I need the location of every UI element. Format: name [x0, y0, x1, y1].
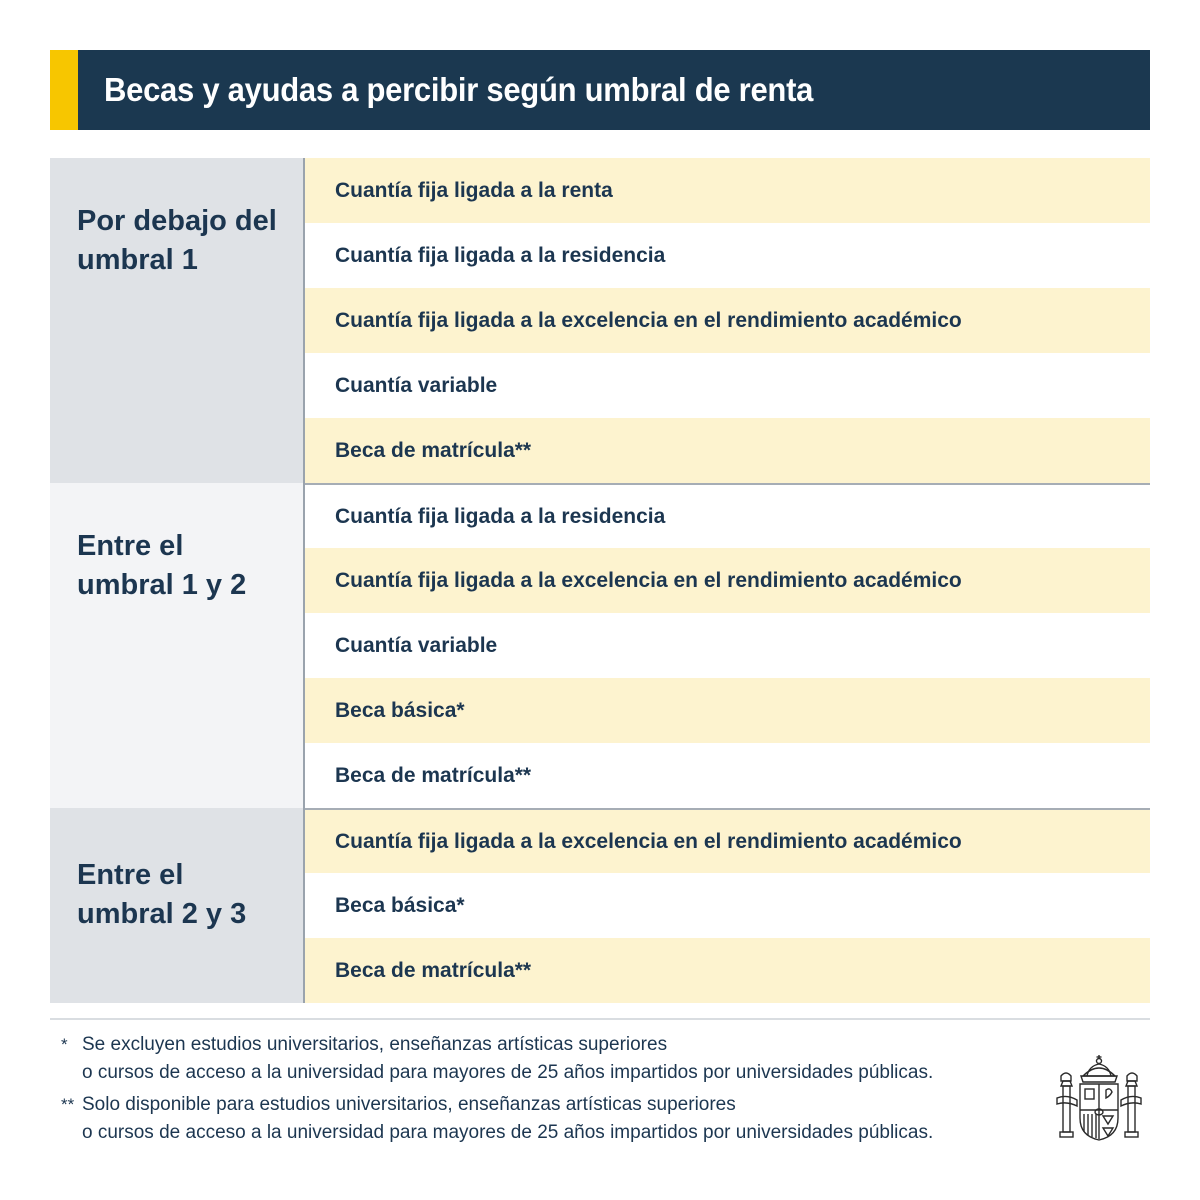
- group-label-line: umbral 2 y 3: [77, 898, 247, 930]
- threshold-group-1: [50, 158, 1150, 483]
- group-label: [50, 483, 305, 808]
- group-items: [305, 158, 1150, 483]
- page-header: [50, 50, 1150, 130]
- footnotes: [50, 1031, 1010, 1151]
- threshold-group-2: [50, 483, 1150, 808]
- group-label: [50, 158, 305, 483]
- footnote: [50, 1091, 1010, 1147]
- footnote-line: Se excluyen estudios universitarios, enseñanzas artísticas superiores: [82, 1034, 668, 1055]
- footnote-line: Solo disponible para estudios universitarios, enseñanzas artísticas superiores: [82, 1094, 736, 1115]
- footnote-line: o cursos de acceso a la universidad para mayores de 25 años impartidos por universidades públicas.: [82, 1122, 934, 1143]
- footnote-line: o cursos de acceso a la universidad para mayores de 25 años impartidos por universidades públicas.: [82, 1062, 934, 1083]
- table-row: Cuantía fija ligada a la renta: [305, 158, 1150, 223]
- table-row: Cuantía fija ligada a la excelencia en el rendimiento académico: [305, 288, 1150, 353]
- table-row: Cuantía variable: [335, 633, 498, 657]
- footnote-mark: **: [61, 1095, 75, 1114]
- footnote: [50, 1031, 1010, 1087]
- group-label-line: Por debajo del: [77, 205, 277, 237]
- table-row: Beca de matrícula**: [305, 418, 1150, 483]
- table-row: Beca de matrícula**: [305, 938, 1150, 1003]
- spain-coat-of-arms-icon: [1055, 1052, 1143, 1147]
- group-label-line: Entre el: [77, 859, 184, 891]
- group-items: [305, 483, 1150, 808]
- scholarship-table: [50, 158, 1150, 1003]
- footnote-mark: *: [61, 1035, 68, 1054]
- group-label-line: umbral 1: [77, 244, 198, 276]
- table-row: Beca de matrícula**: [335, 763, 532, 787]
- group-label: [50, 808, 305, 1003]
- footnote-text: [82, 1031, 933, 1087]
- group-items: [305, 808, 1150, 1003]
- group-label-line: umbral 1 y 2: [77, 569, 247, 601]
- footnote-text: [82, 1091, 933, 1147]
- table-row: Cuantía fija ligada a la excelencia en el rendimiento académico: [305, 548, 1150, 613]
- page-title: Becas y ayudas a percibir según umbral de renta: [104, 71, 814, 108]
- table-row: Beca básica*: [335, 893, 465, 917]
- footer-divider: [50, 1018, 1150, 1020]
- table-row: Cuantía variable: [335, 373, 498, 397]
- header-accent-bar: [50, 50, 78, 130]
- group-label-line: Entre el: [77, 530, 184, 562]
- table-row: Beca básica*: [305, 678, 1150, 743]
- table-row: Cuantía fija ligada a la excelencia en el rendimiento académico: [305, 810, 1150, 873]
- table-row: Cuantía fija ligada a la residencia: [335, 504, 666, 528]
- table-row: Cuantía fija ligada a la residencia: [335, 243, 666, 267]
- threshold-group-3: [50, 808, 1150, 1003]
